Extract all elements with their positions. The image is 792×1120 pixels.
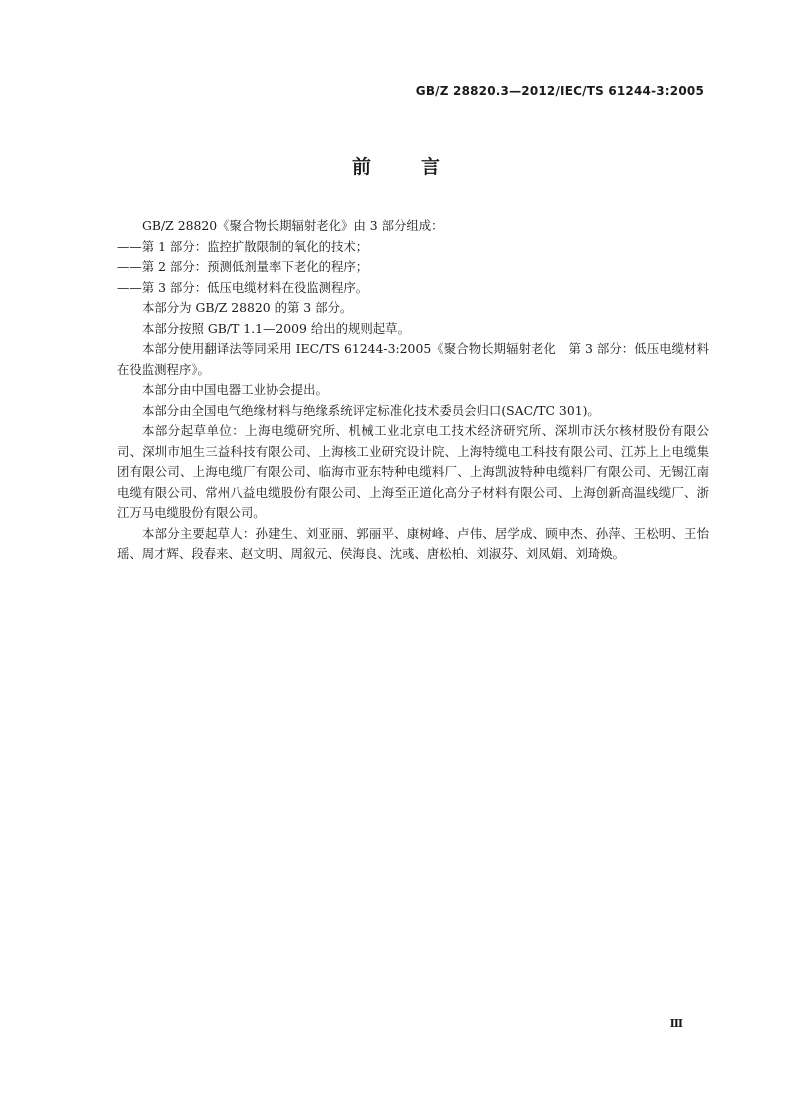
drafting-rules-paragraph: 本部分按照 GB/T 1.1—2009 给出的规则起草。 [142, 320, 410, 336]
part-list-item-1: ——第 1 部分：监控扩散限制的氧化的技术； [117, 238, 369, 254]
drafting-units-paragraph: 本部分起草单位：上海电缆研究所、机械工业北京电工技术经济研究所、深圳市沃尔核材股份有限公司、深圳市旭生三益科技有限公司、上海核工业研究设计院、上海特缆电工科技有限公司、江苏上上电缆集团有限公司、上海电缆厂有限公司、临海市亚东特种电缆料厂、上海凯波特种电缆料厂有限公司、无锡江南电缆有限公司、常州八益电缆股份有限公司、上海至正道化高分子材料有限公司、上海创新高温线缆厂、浙江万马电缆股份有限公司。 [117, 423, 709, 520]
committee-paragraph: 本部分由全国电气绝缘材料与绝缘系统评定标准化技术委员会归口(SAC/TC 301)。 [142, 402, 600, 418]
part-statement-paragraph: 本部分为 GB/Z 28820 的第 3 部分。 [142, 300, 353, 315]
drafters-paragraph: 本部分主要起草人：孙建生、刘亚丽、郭丽平、康树峰、卢伟、居学成、顾申杰、孙萍、王松明、王怡瑶、周才辉、段春来、赵文明、周叙元、侯海良、沈彧、唐松柏、刘淑芬、刘凤娟、刘琦焕。 [117, 525, 709, 561]
foreword-body [117, 216, 709, 565]
translation-paragraph: 本部分使用翻译法等同采用 IEC/TS 61244-3:2005《聚合物长期辐射老化 第 3 部分：低压电缆材料在役监测程序》。 [117, 341, 709, 377]
page-title: 前言 [351, 156, 490, 178]
standard-number-header: GB/Z 28820.3—2012/IEC/TS 61244-3:2005 [415, 84, 704, 98]
intro-paragraph: GB/Z 28820《聚合物长期辐射老化》由 3 部分组成： [142, 218, 444, 233]
part-list-item-3: ——第 3 部分：低压电缆材料在役监测程序。 [117, 279, 369, 295]
proposer-paragraph: 本部分由中国电器工业协会提出。 [142, 382, 328, 397]
part-list-item-2: ——第 2 部分：预测低剂量率下老化的程序； [117, 259, 369, 274]
page-number: Ⅲ [669, 1017, 683, 1030]
